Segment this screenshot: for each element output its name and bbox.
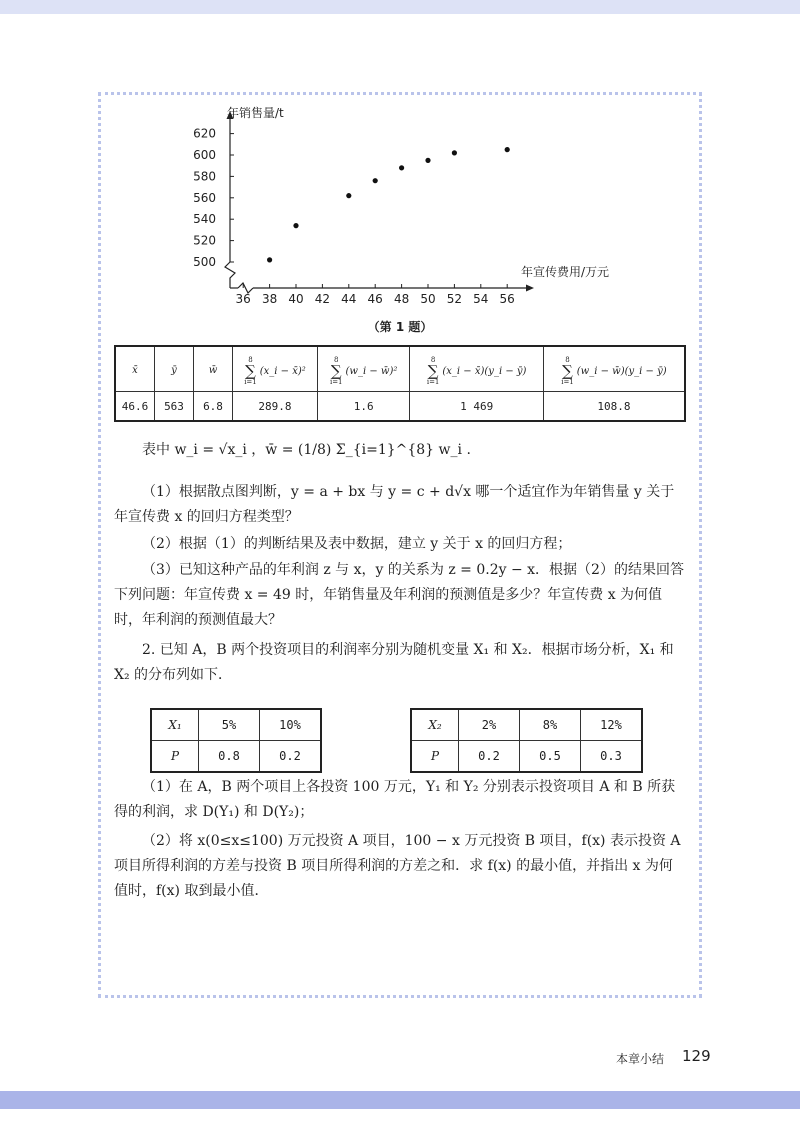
y-tick-label: 560 xyxy=(193,190,216,205)
header-cell: ȳ xyxy=(155,346,194,392)
header-cell: w̄ xyxy=(194,346,233,392)
value-cell: 563 xyxy=(155,392,194,422)
distribution-table-x2 xyxy=(410,708,643,773)
data-point xyxy=(505,147,510,152)
table-cell: 5% xyxy=(199,709,260,741)
value-cell: 6.8 xyxy=(194,392,233,422)
value-cell: 289.8 xyxy=(233,392,318,422)
table-cell: 12% xyxy=(581,709,643,741)
x-tick-label: 40 xyxy=(288,292,304,306)
question-2: 2. 已知 A，B 两个投资项目的利润率分别为随机变量 X₁ 和 X₂．根据市场分析，X₁ 和 X₂ 的分布列如下． xyxy=(114,642,674,683)
y-tick-label: 520 xyxy=(193,233,216,248)
question-1-part-3: （3）已知这种产品的年利润 z 与 x，y 的关系为 z = 0.2y − x．根据（2）的结果回答下列问题：年宣传费 x = 49 时，年销售量及年利润的预测值是多少？年宣传费 x 为何值时，年利润的预测值最大？ xyxy=(114,562,684,628)
data-point xyxy=(452,150,457,155)
x-tick-label: 44 xyxy=(341,292,357,306)
x-tick-label: 36 xyxy=(235,292,251,306)
table-cell: 0.2 xyxy=(459,741,520,773)
table-cell: 2% xyxy=(459,709,520,741)
distribution-table-x1 xyxy=(150,708,322,773)
table-value-row xyxy=(115,392,685,422)
table-row xyxy=(151,741,321,773)
x-tick-label: 52 xyxy=(446,292,463,306)
sum-symbol: 8 ∑ i=1 xyxy=(561,356,574,386)
scatter-chart xyxy=(0,0,800,320)
table-cell: 8% xyxy=(520,709,581,741)
x-tick-label: 42 xyxy=(314,292,331,306)
y-tick-label: 580 xyxy=(193,169,216,184)
header-cell: 8 ∑ i=1 (x_i − x̄)(y_i − ȳ) xyxy=(410,346,544,392)
x-tick-label: 50 xyxy=(420,292,436,306)
y-tick-label: 600 xyxy=(193,148,216,162)
table-cell: X₁ xyxy=(151,709,199,741)
sum-symbol: 8 ∑ i=1 xyxy=(329,356,343,386)
header-cell: x̄ xyxy=(115,346,155,392)
table-cell: X₂ xyxy=(411,709,459,741)
sum-symbol: 8 ∑ i=1 xyxy=(244,356,257,386)
header-cell: 8 ∑ i=1 (w_i − w̄)² xyxy=(317,346,409,392)
page-number: 129 xyxy=(682,1047,711,1065)
x-tick-label: 56 xyxy=(499,292,515,306)
chart-ylabel: 年销售量/t xyxy=(227,106,284,120)
data-point xyxy=(267,257,272,262)
question-2-part-2: （2）将 x(0≤x≤100) 万元投资 A 项目，100 − x 万元投资 B 项目，f(x) 表示投资 A 项目所得利润的方差与投资 B 项目所得利润的方差之和．求 f(x) 的最小值，并指出 x 为何值时，f(x) 取到最小值． xyxy=(114,833,681,899)
table-cell: 10% xyxy=(260,709,322,741)
header-cell: 8 ∑ i=1 (w_i − w̄)(y_i − ȳ) xyxy=(543,346,685,392)
table-cell: 0.2 xyxy=(260,741,322,773)
sum-symbol: 8 ∑ i=1 xyxy=(426,356,440,386)
question-1-part-1: （1）根据散点图判断，y = a + bx 与 y = c + d√x 哪一个适宜作为年销售量 y 关于年宣传费 x 的回归方程类型？ xyxy=(114,484,675,525)
table-cell: 0.5 xyxy=(520,741,581,773)
data-point xyxy=(373,178,378,183)
table-cell: 0.3 xyxy=(581,741,643,773)
table-row xyxy=(411,709,642,741)
y-tick-label: 540 xyxy=(193,212,216,227)
chart-axes xyxy=(225,111,534,293)
data-point xyxy=(293,223,298,228)
table-cell: P xyxy=(151,741,199,773)
table-row xyxy=(411,741,642,773)
value-cell: 108.8 xyxy=(543,392,685,422)
table-cell: P xyxy=(411,741,459,773)
header-cell: 8 ∑ i=1 (x_i − x̄)² xyxy=(233,346,318,392)
data-point xyxy=(346,193,351,198)
value-cell: 1.6 xyxy=(317,392,409,422)
table-row xyxy=(151,709,321,741)
value-cell: 1 469 xyxy=(410,392,544,422)
summary-table xyxy=(114,345,686,422)
chart-caption: （第 1 题） xyxy=(367,320,433,334)
table-note: 表中 w_i = √x_i ，w̄ = (1/8) Σ_{i=1}^{8} w_i . xyxy=(142,442,471,458)
x-tick-label: 46 xyxy=(367,292,383,306)
value-cell: 46.6 xyxy=(115,392,155,422)
data-point xyxy=(399,165,404,170)
x-tick-label: 54 xyxy=(473,292,489,306)
question-1-part-2: （2）根据（1）的判断结果及表中数据，建立 y 关于 x 的回归方程； xyxy=(142,536,572,552)
bottom-band xyxy=(0,1091,800,1109)
table-header-row xyxy=(115,346,685,392)
footer-section-label: 本章小结 xyxy=(616,1052,665,1066)
data-point xyxy=(425,158,430,163)
y-tick-label: 500 xyxy=(193,255,216,269)
y-tick-label: 620 xyxy=(193,126,216,141)
x-tick-label: 48 xyxy=(393,292,410,306)
table-cell: 0.8 xyxy=(199,741,260,773)
question-2-part-1: （1）在 A，B 两个项目上各投资 100 万元，Y₁ 和 Y₂ 分别表示投资项目 A 和 B 所获得的利润，求 D(Y₁) 和 D(Y₂)； xyxy=(114,779,676,820)
chart-xlabel: 年宣传费用/万元 xyxy=(521,265,610,279)
x-tick-label: 38 xyxy=(261,292,278,306)
